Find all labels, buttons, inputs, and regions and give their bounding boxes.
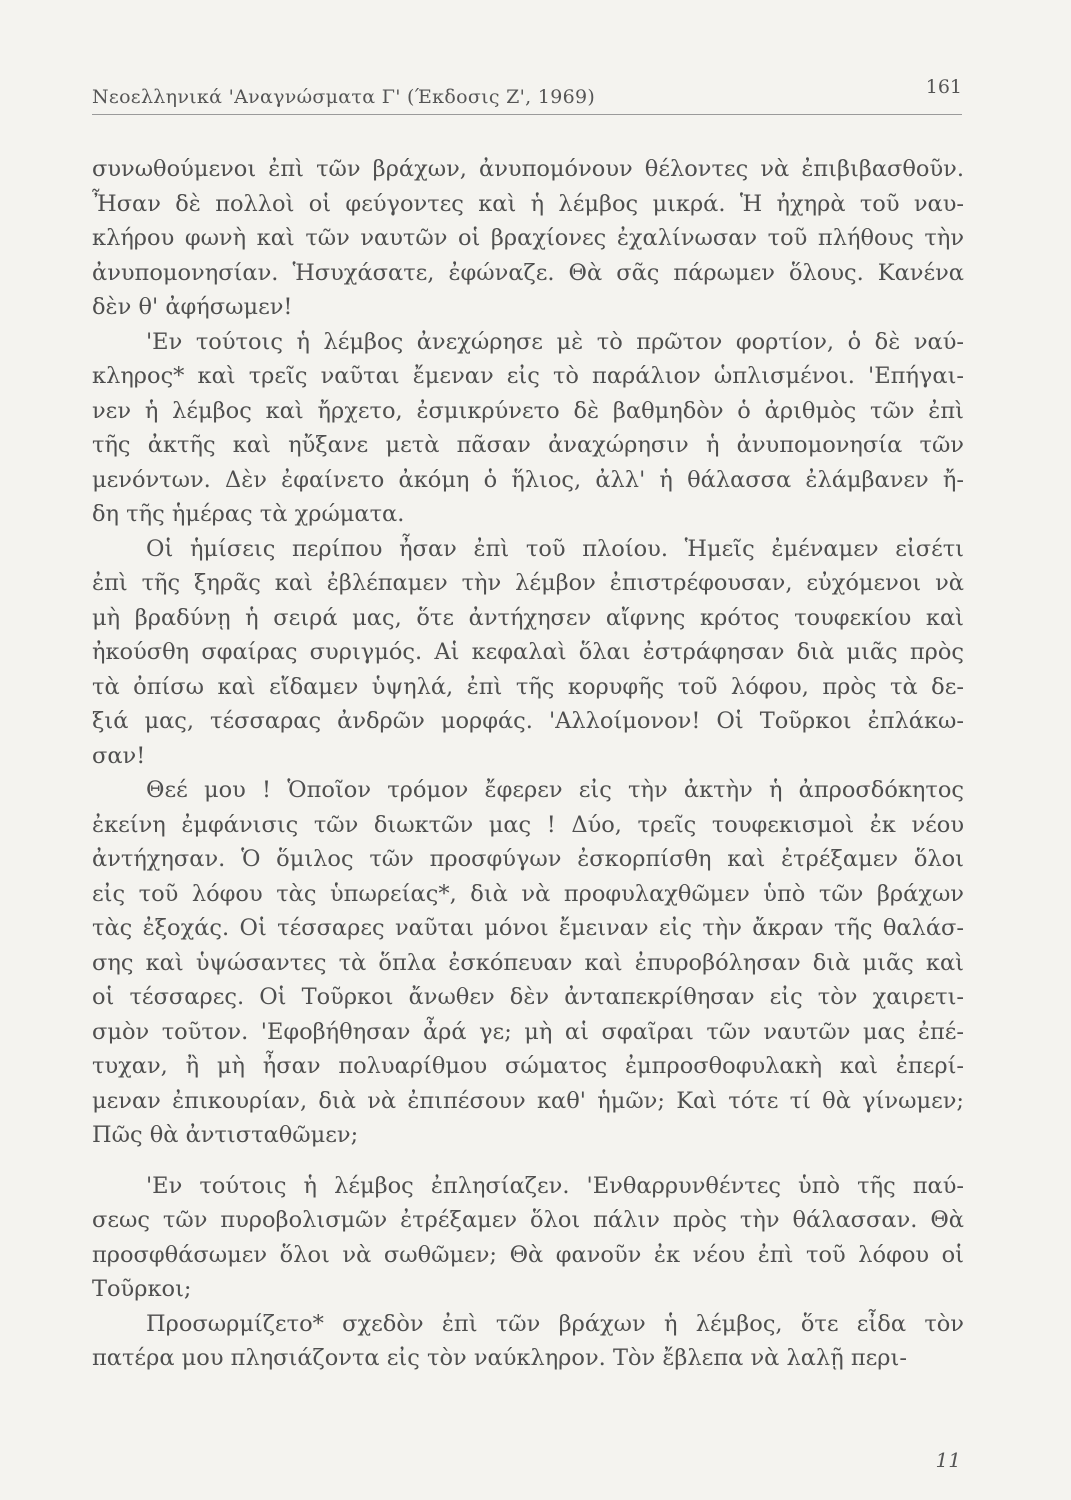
text-line: 'Εν τούτοις ἡ λέμβος ἀνεχώρησε μὲ τὸ πρῶτον φορτίον, ὁ δὲ ναύ- <box>146 328 964 355</box>
text-line: τὰ ὀπίσω καὶ εἴδαμεν ὑψηλά, ἐπὶ τῆς κορυφῆς τοῦ λόφου, πρὸς τὰ δε- <box>92 673 964 700</box>
text-line: σαν! <box>92 742 146 769</box>
text-line: νεν ἡ λέμβος καὶ ἤρχετο, ἐσμικρύνετο δὲ βαθμηδὸν ὁ ἀριθμὸς τῶν ἐπὶ <box>92 397 964 424</box>
text-line: Προσωρμίζετο* σχεδὸν ἐπὶ τῶν βράχων ἡ λέμβος, ὅτε εἶδα τὸν <box>146 1310 964 1337</box>
text-line: κληρος* καὶ τρεῖς ναῦται ἔμεναν εἰς τὸ παράλιον ὡπλισμένοι. 'Επήγαι- <box>92 363 964 389</box>
paragraph <box>92 152 964 325</box>
running-header <box>92 76 962 112</box>
text-line: εἰς τοῦ λόφου τὰς ὑπωρείας*, διὰ νὰ προφυλαχθῶμεν ὑπὸ τῶν βράχων <box>92 880 964 907</box>
text-line: μενόντων. Δὲν ἐφαίνετο ἀκόμη ὁ ἥλιος, ἀλλ' ἡ θάλασσα ἐλάμβανεν ἤ- <box>92 466 964 493</box>
text-line: δη τῆς ἡμέρας τὰ χρώματα. <box>92 501 405 527</box>
body-text <box>92 152 964 1376</box>
text-line: μεναν ἐπικουρίαν, διὰ νὰ ἐπιπέσουν καθ' ἡμῶν; Καὶ τότε τί θὰ γίνωμεν; <box>92 1087 964 1114</box>
text-line: ἀντήχησαν. Ὁ ὅμιλος τῶν προσφύγων ἐσκορπίσθη καὶ ἐτρέξαμεν ὅλοι <box>92 846 964 872</box>
page-number: 161 <box>925 76 962 98</box>
text-line: σμὸν τοῦτον. 'Εφοβήθησαν ἆρά γε; μὴ αἱ σφαῖραι τῶν ναυτῶν μας ἐπέ- <box>92 1018 964 1045</box>
text-line: τυχαν, ἢ μὴ ἦσαν πολυαρίθμου σώματος ἐμπροσθοφυλακὴ καὶ ἐπερί- <box>92 1053 964 1079</box>
text-line: Πῶς θὰ ἀντισταθῶμεν; <box>92 1122 359 1148</box>
text-line: ἠκούσθη σφαίρας συριγμός. Αἱ κεφαλαὶ ὅλαι ἐστράφησαν διὰ μιᾶς πρὸς <box>92 639 964 665</box>
text-line: μὴ βραδύνῃ ἡ σειρά μας, ὅτε ἀντήχησεν αἴφνης κρότος τουφεκίου καὶ <box>92 604 964 631</box>
paragraph <box>92 325 964 532</box>
paragraph-gap <box>92 1153 964 1169</box>
text-line: τῆς ἀκτῆς καὶ ηὔξανε μετὰ πᾶσαν ἀναχώρησιν ἡ ἀνυπομονησία τῶν <box>92 432 964 458</box>
text-line: 'Εν τούτοις ἡ λέμβος ἐπλησίαζεν. 'Ενθαρρυνθέντες ὑπὸ τῆς παύ- <box>146 1172 964 1199</box>
text-line: ἐπὶ τῆς ξηρᾶς καὶ ἐβλέπαμεν τὴν λέμβον ἐπιστρέφουσαν, εὐχόμενοι νὰ <box>92 570 964 596</box>
text-line: Ἦσαν δὲ πολλοὶ οἱ φεύγοντες καὶ ἡ λέμβος μικρά. Ἡ ἠχηρὰ τοῦ ναυ- <box>92 190 964 217</box>
text-line: ξιά μας, τέσσαρας ἀνδρῶν μορφάς. 'Αλλοίμονον! Οἱ Τοῦρκοι ἐπλάκω- <box>92 708 964 734</box>
book-title: Νεοελληνικά 'Αναγνώσματα Γ' (Έκδοσις Ζ', 1969) <box>92 86 596 108</box>
text-line: ἀνυπομονησίαν. Ἡσυχάσατε, ἐφώναζε. Θὰ σᾶς πάρωμεν ὅλους. Κανένα <box>92 259 964 286</box>
text-line: πατέρα μου πλησιάζοντα εἰς τὸν ναύκληρον. Τὸν ἔβλεπα νὰ λαλῇ περι- <box>92 1345 907 1371</box>
text-line: κλήρου φωνὴ καὶ τῶν ναυτῶν οἱ βραχίονες ἐχαλίνωσαν τοῦ πλήθους τὴν <box>92 225 964 251</box>
text-line: σεως τῶν πυροβολισμῶν ἐτρέξαμεν ὅλοι πάλιν πρὸς τὴν θάλασσαν. Θὰ <box>92 1207 964 1233</box>
text-line: Θεέ μου ! Ὁποῖον τρόμον ἔφερεν εἰς τὴν ἀκτὴν ἡ ἀπροσδόκητος <box>146 777 964 803</box>
text-line: ἐκείνη ἐμφάνισις τῶν διωκτῶν μας ! Δύο, τρεῖς τουφεκισμοὶ ἐκ νέου <box>92 811 964 838</box>
text-line: οἱ τέσσαρες. Οἱ Τοῦρκοι ἄνωθεν δὲν ἀνταπεκρίθησαν εἰς τὸν χαιρετι- <box>92 984 964 1010</box>
text-line: τὰς ἐξοχάς. Οἱ τέσσαρες ναῦται μόνοι ἔμειναν εἰς τὴν ἄκραν τῆς θαλάσ- <box>92 915 964 941</box>
paragraph <box>92 1307 964 1376</box>
text-line: δὲν θ' ἀφήσωμεν! <box>92 294 293 320</box>
paragraph <box>92 773 964 1153</box>
paragraph <box>92 532 964 774</box>
text-line: Τοῦρκοι; <box>92 1276 192 1302</box>
paragraph <box>92 1169 964 1307</box>
text-line: σης καὶ ὑψώσαντες τὰ ὅπλα ἐσκόπευαν καὶ ἐπυροβόλησαν διὰ μιᾶς καὶ <box>92 949 964 976</box>
header-divider <box>92 114 962 115</box>
text-line: συνωθούμενοι ἐπὶ τῶν βράχων, ἀνυπομόνουν θέλοντες νὰ ἐπιβιβασθοῦν. <box>92 156 964 182</box>
text-line: προσφθάσωμεν ὅλοι νὰ σωθῶμεν; Θὰ φανοῦν ἐκ νέου ἐπὶ τοῦ λόφου οἱ <box>92 1241 964 1268</box>
text-line: Οἱ ἡμίσεις περίπου ἦσαν ἐπὶ τοῦ πλοίου. Ἡμεῖς ἐμέναμεν εἰσέτι <box>146 535 964 562</box>
signature-mark: 11 <box>935 1448 961 1472</box>
